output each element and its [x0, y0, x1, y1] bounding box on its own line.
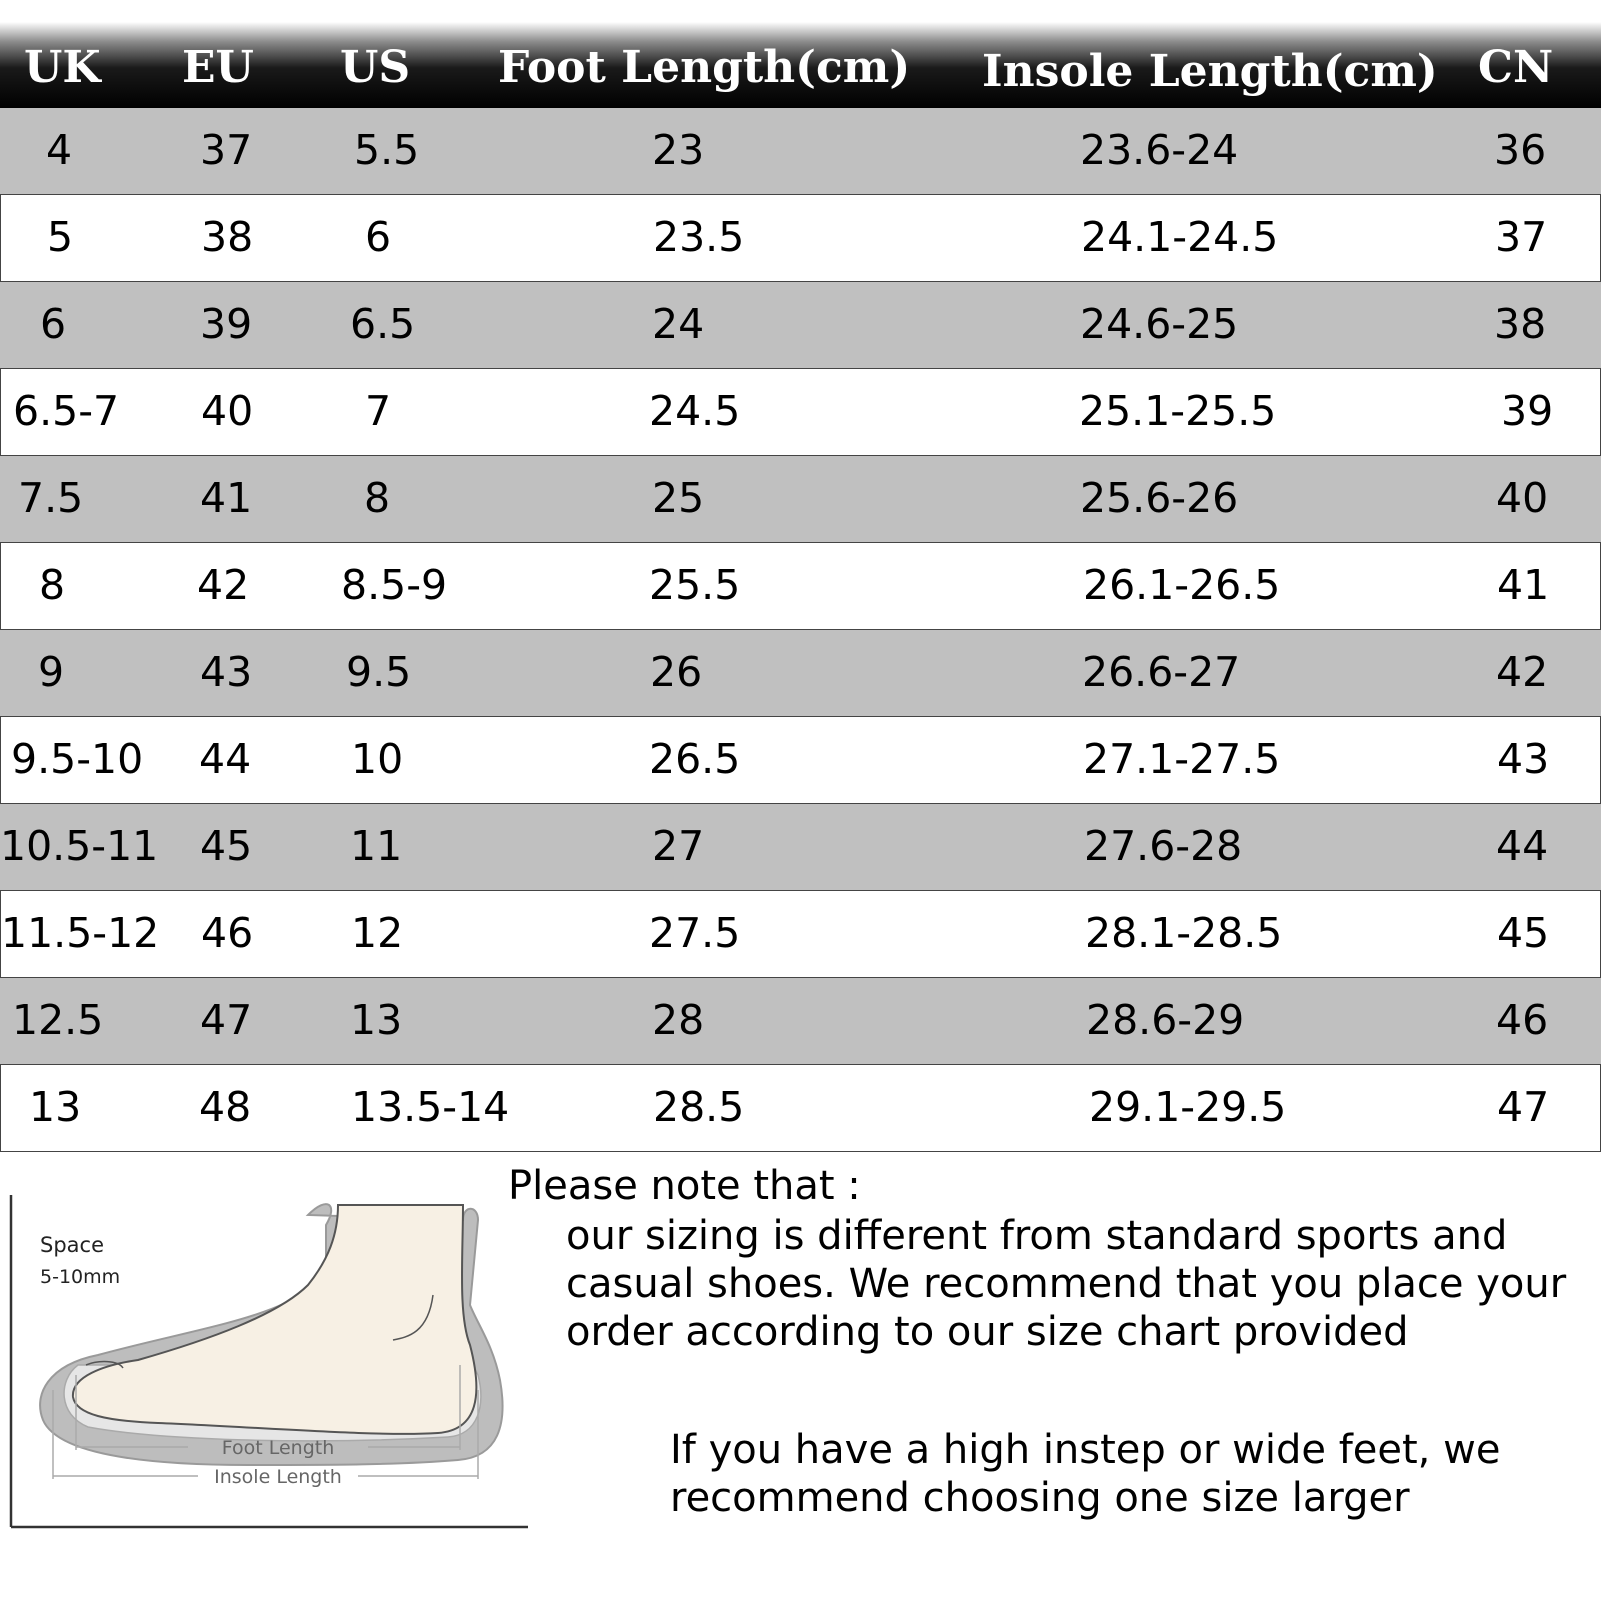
cell-foot-length: 28	[652, 996, 705, 1044]
cell-us: 5.5	[354, 126, 420, 174]
cell-insole-length: 26.6-27	[1082, 648, 1241, 696]
cell-eu: 48	[199, 1083, 252, 1131]
cell-foot-length: 28.5	[653, 1083, 745, 1131]
cell-us: 6	[365, 213, 392, 261]
header-us: US	[340, 42, 411, 93]
cell-insole-length: 28.6-29	[1086, 996, 1245, 1044]
cell-foot-length: 27	[652, 822, 705, 870]
cell-cn: 40	[1496, 474, 1549, 522]
cell-cn: 37	[1495, 213, 1548, 261]
cell-us: 9.5	[346, 648, 412, 696]
cell-foot-length: 23	[652, 126, 705, 174]
cell-foot-length: 25	[652, 474, 705, 522]
table-row	[0, 456, 1601, 543]
cell-insole-length: 24.6-25	[1080, 300, 1239, 348]
cell-cn: 36	[1494, 126, 1547, 174]
cell-foot-length: 26	[650, 648, 703, 696]
cell-uk: 9	[38, 648, 65, 696]
cell-us: 12	[351, 909, 404, 957]
header-cn: CN	[1478, 42, 1554, 93]
cell-eu: 39	[200, 300, 253, 348]
header-foot-length: Foot Length(cm)	[498, 42, 911, 93]
cell-uk: 10.5-11	[0, 822, 159, 870]
header-insole-length: Insole Length(cm)	[982, 46, 1438, 97]
cell-uk: 13	[29, 1083, 82, 1131]
cell-eu: 42	[197, 561, 250, 609]
cell-cn: 39	[1501, 387, 1554, 435]
foot-length-label: Foot Length	[221, 1437, 335, 1459]
cell-us: 11	[350, 822, 403, 870]
cell-foot-length: 24.5	[649, 387, 741, 435]
table-row	[0, 891, 1601, 978]
cell-us: 10	[351, 735, 404, 783]
cell-eu: 44	[199, 735, 252, 783]
table-row	[0, 543, 1601, 630]
cell-insole-length: 29.1-29.5	[1089, 1083, 1287, 1131]
cell-eu: 38	[201, 213, 254, 261]
cell-insole-length: 25.1-25.5	[1079, 387, 1277, 435]
cell-uk: 11.5-12	[1, 909, 160, 957]
cell-cn: 38	[1494, 300, 1547, 348]
table-row	[0, 108, 1601, 195]
cell-uk: 9.5-10	[11, 735, 144, 783]
cell-us: 13.5-14	[351, 1083, 510, 1131]
cell-uk: 6.5-7	[13, 387, 120, 435]
note-heading: Please note that :	[508, 1163, 861, 1209]
cell-insole-length: 26.1-26.5	[1083, 561, 1281, 609]
header-uk: UK	[24, 42, 101, 93]
table-row	[0, 282, 1601, 369]
cell-eu: 43	[200, 648, 253, 696]
cell-us: 6.5	[350, 300, 416, 348]
cell-us: 7	[365, 387, 392, 435]
cell-insole-length: 27.6-28	[1084, 822, 1243, 870]
foot-measurement-diagram	[8, 1165, 528, 1535]
cell-eu: 46	[201, 909, 254, 957]
cell-uk: 8	[39, 561, 66, 609]
table-row	[0, 804, 1601, 891]
cell-eu: 47	[200, 996, 253, 1044]
space-value: 5-10mm	[40, 1266, 121, 1288]
cell-eu: 45	[200, 822, 253, 870]
cell-insole-length: 23.6-24	[1080, 126, 1239, 174]
note-body: our sizing is different from standard sports and casual shoes. We recommend that you place your order according to our size chart provided	[566, 1213, 1567, 1355]
note-body-high-instep: If you have a high instep or wide feet, we recommend choosing one size larger	[670, 1427, 1501, 1521]
cell-cn: 47	[1497, 1083, 1550, 1131]
cell-eu: 37	[200, 126, 253, 174]
cell-cn: 45	[1497, 909, 1550, 957]
cell-insole-length: 27.1-27.5	[1083, 735, 1281, 783]
cell-foot-length: 23.5	[653, 213, 745, 261]
cell-uk: 7.5	[18, 474, 84, 522]
cell-insole-length: 24.1-24.5	[1081, 213, 1279, 261]
table-row	[0, 369, 1601, 456]
cell-cn: 43	[1497, 735, 1550, 783]
cell-foot-length: 27.5	[649, 909, 741, 957]
foot-shape	[73, 1205, 476, 1434]
cell-insole-length: 25.6-26	[1080, 474, 1239, 522]
cell-eu: 41	[200, 474, 253, 522]
table-row	[0, 717, 1601, 804]
table-row	[0, 630, 1601, 717]
cell-uk: 5	[47, 213, 74, 261]
cell-cn: 41	[1497, 561, 1550, 609]
foot-illustration	[8, 1165, 528, 1535]
space-label: Space	[40, 1233, 104, 1257]
cell-foot-length: 26.5	[649, 735, 741, 783]
cell-uk: 6	[40, 300, 67, 348]
cell-cn: 44	[1496, 822, 1549, 870]
size-table-header	[0, 0, 1601, 108]
size-table	[0, 108, 1601, 1152]
table-row	[0, 195, 1601, 282]
cell-uk: 12.5	[12, 996, 104, 1044]
table-row	[0, 978, 1601, 1065]
cell-eu: 40	[201, 387, 254, 435]
header-eu: EU	[182, 42, 254, 93]
insole-length-label: Insole Length	[214, 1466, 342, 1488]
cell-us: 8	[364, 474, 391, 522]
cell-us: 13	[350, 996, 403, 1044]
cell-cn: 42	[1496, 648, 1549, 696]
cell-us: 8.5-9	[341, 561, 448, 609]
cell-foot-length: 25.5	[649, 561, 741, 609]
cell-uk: 4	[46, 126, 73, 174]
cell-insole-length: 28.1-28.5	[1085, 909, 1283, 957]
cell-foot-length: 24	[652, 300, 705, 348]
table-row	[0, 1065, 1601, 1152]
cell-cn: 46	[1496, 996, 1549, 1044]
